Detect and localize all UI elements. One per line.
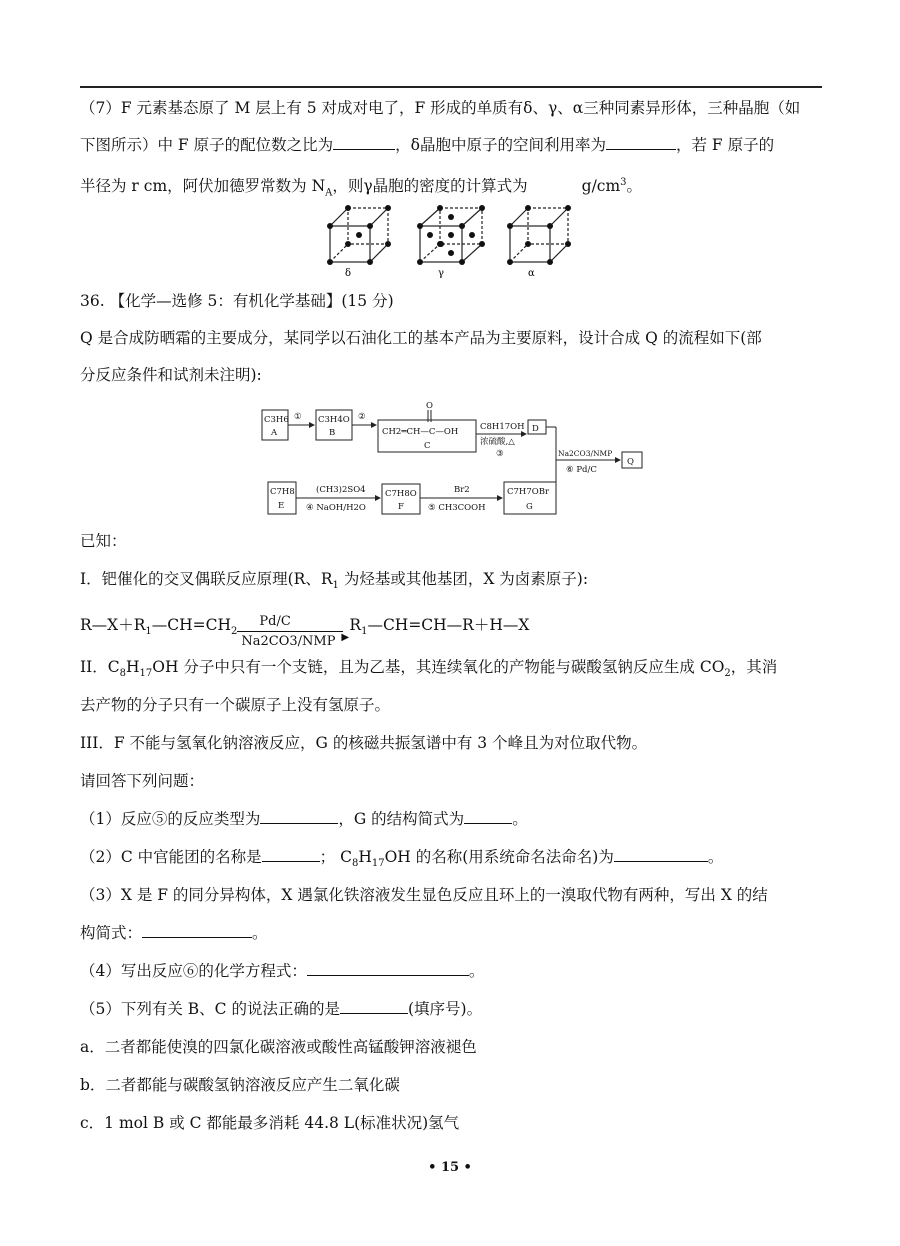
question-3-line2: 构简式： 。: [80, 924, 268, 942]
box-g-label: G: [526, 502, 533, 512]
q36-header: 36. 【化学—选修 5：有机化学基础】(15 分): [80, 292, 394, 310]
q7-line1: （7）F 元素基态原了 M 层上有 5 对成对电了，F 形成的单质有δ、γ、α三种同素异形体，三种晶胞（如: [80, 99, 801, 117]
q7-line3: 半径为 r cm，阿伏加德罗常数为 $N_A$，则γ晶胞的密度的计算式为 $g/cm^3$。: [80, 177, 643, 199]
box-d: D: [532, 424, 539, 434]
known-iii: III．F 不能与氢氧化钠溶液反应，G 的核磁共振氢谱中有 3 个峰且为对位取代物。: [80, 734, 648, 752]
questions-prompt: 请回答下列问题：: [80, 772, 205, 790]
synthesis-flow-diagram: [258, 398, 658, 520]
arrow-4-condition: ④ NaOH/H2O: [306, 503, 366, 513]
answer-blank[interactable]: [340, 999, 408, 1014]
box-a-formula: C3H6: [264, 415, 289, 425]
question-3: （3）X 是 F 的同分异构体，X 遇氯化铁溶液发生显色反应且环上的一溴取代物有两种，写出 X 的结: [80, 886, 768, 904]
top-rule: [80, 86, 822, 88]
q36-intro2: 分反应条件和试剂未注明):: [80, 366, 262, 384]
question-1: （1）反应⑤的反应类型为 ，G 的结构简式为 。: [80, 810, 528, 828]
box-e-formula: C7H8: [270, 487, 295, 497]
answer-blank[interactable]: [142, 923, 252, 938]
box-a-label: A: [271, 428, 278, 438]
alpha-label: α: [528, 268, 535, 279]
box-f-label: F: [398, 502, 404, 512]
arrow-3-condition: 浓硫酸,△: [480, 437, 515, 447]
box-b-label: B: [329, 428, 336, 438]
page-number: • 15 •: [428, 1160, 472, 1175]
box-f-formula: C7H8O: [385, 489, 417, 499]
option-b: b．二者都能与碳酸氢钠溶液反应产生二氧化碳: [80, 1076, 400, 1094]
box-c-oxygen: O: [426, 401, 433, 411]
reaction-arrow: Pd/C ▶ Na2CO3/NMP: [237, 621, 349, 643]
box-c-formula: CH2═CH—C—OH: [382, 427, 459, 437]
question-4: （4）写出反应⑥的化学方程式： 。: [80, 962, 485, 980]
q36-intro1: Q 是合成防晒霜的主要成分，某同学以石油化工的基本产品为主要原料，设计合成 Q 的流程如下(部: [80, 329, 762, 347]
arrow-5-condition: ⑤ CH3COOH: [428, 503, 486, 513]
answer-blank[interactable]: [333, 135, 395, 150]
answer-blank[interactable]: [260, 809, 338, 824]
box-q: Q: [627, 457, 634, 467]
answer-blank[interactable]: [614, 847, 708, 862]
box-g-formula: C7H7OBr: [507, 487, 550, 497]
arrow-6-reagent: Na2CO3/NMP: [558, 449, 613, 458]
crystal-cells-figure: [320, 200, 590, 280]
arrow-3-reagent: C8H17OH: [480, 422, 525, 432]
answer-blank[interactable]: [262, 847, 320, 862]
q7-line2: 下图所示）中 F 原子的配位数之比为 ，δ晶胞中原子的空间利用率为 ，若 F 原子的: [80, 136, 775, 154]
box-e-label: E: [278, 501, 285, 511]
known-ii: II．$C_8H_{17}OH$ 分子中只有一个支链，且为乙基，其连续氧化的产物能与碳酸氢钠反应生成 $CO_2$，其消: [80, 658, 778, 680]
arrow-5-reagent: Br2: [454, 485, 470, 495]
arrow-1-label: ①: [294, 412, 302, 422]
known-i: I．钯催化的交叉偶联反应原理(R、$R_1$ 为烃基或其他基团，X 为卤素原子):: [80, 570, 589, 592]
known-ii-line2: 去产物的分子只有一个碳原子上没有氢原子。: [80, 696, 391, 714]
arrow-2-label: ②: [358, 412, 366, 422]
box-c-label: C: [424, 441, 431, 451]
arrow-3-number: ③: [496, 449, 504, 459]
box-b-formula: C3H4O: [318, 415, 350, 425]
known-equation: $R—X+R_1—CH=CH_2$ Pd/C ▶ Na2CO3/NMP $R_1—CH=CH—R+H—X$: [80, 614, 530, 650]
known-title: 已知：: [80, 532, 127, 550]
question-5: （5）下列有关 B、C 的说法正确的是 (填序号)。: [80, 1000, 483, 1018]
arrow-4-reagent: (CH3)2SO4: [316, 485, 366, 495]
answer-blank[interactable]: [464, 809, 512, 824]
answer-blank[interactable]: [606, 135, 676, 150]
option-c: c．1 mol B 或 C 都能最多消耗 44.8 L(标准状况)氢气: [80, 1114, 460, 1132]
option-a: a．二者都能使溴的四氯化碳溶液或酸性高锰酸钾溶液褪色: [80, 1038, 477, 1056]
gamma-label: γ: [438, 268, 444, 279]
delta-label: δ: [345, 268, 352, 279]
alpha-cell: [510, 208, 568, 262]
arrow-6-condition: ⑥ Pd/C: [566, 465, 597, 475]
answer-blank[interactable]: [307, 961, 469, 976]
question-2: （2）C 中官能团的名称是 ； $C_8H_{17}OH$ 的名称(用系统命名法命名)为 。: [80, 848, 724, 870]
